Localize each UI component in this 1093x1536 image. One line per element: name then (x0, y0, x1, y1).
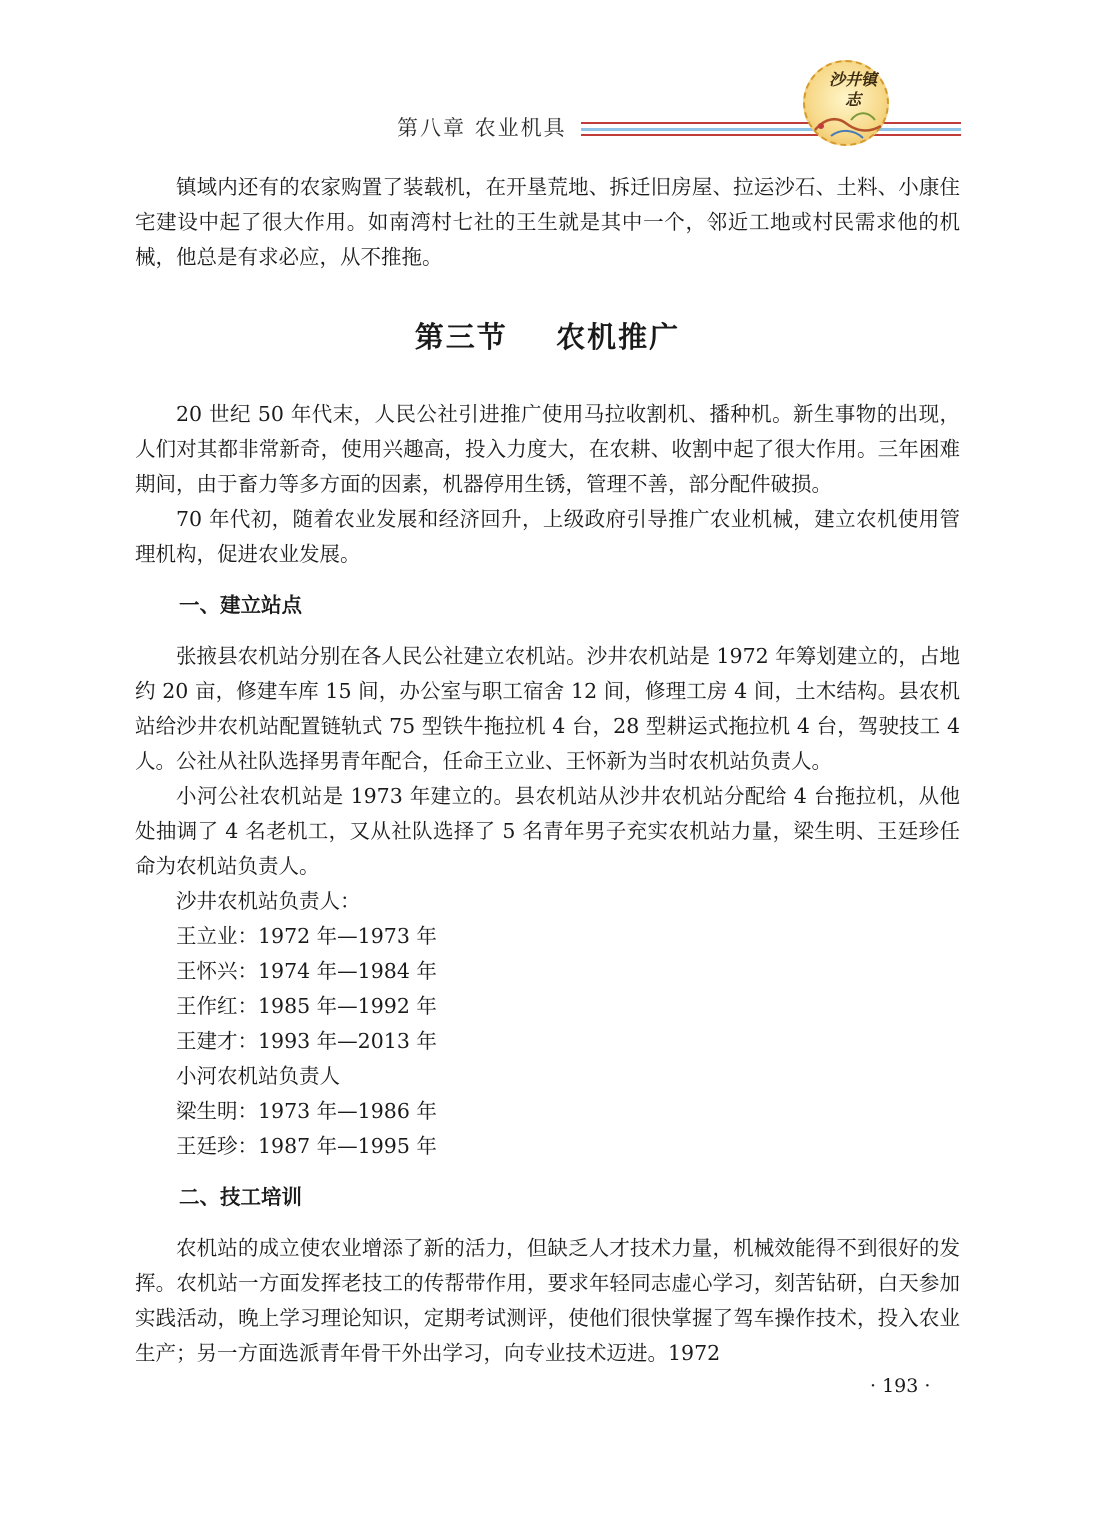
list-line: 王作红：1985 年—1992 年 (176, 994, 437, 1018)
page-header (135, 60, 960, 160)
subsection-paragraph: 农机站的成立使农业增添了新的活力，但缺乏人才技术力量，机械效能得不到很好的发挥。农机站一方面发挥老技工的传帮带作用，要求年轻同志虚心学习，刻苦钻研，白天参加实践活动，晚上学习理论知识，定期考试测评，使他们很快掌握了驾车操作技术，投入农业生产；另一方面选派青年骨干外出学习，向专业技术迈进。1972 (135, 1236, 960, 1365)
seal-text: 沙井镇志 (828, 70, 877, 109)
list-line: 王怀兴：1974 年—1984 年 (176, 959, 437, 983)
section-title: 第三节 农机推广 (414, 320, 681, 354)
subsection-paragraph: 张掖县农机站分别在各人民公社建立农机站。沙井农机站是 1972 年筹划建立的，占地约 20 亩，修建车库 15 间，办公室与职工宿舍 12 间，修理工房 4 间，土木结构。县农机站给沙井农机站配置链轨式 75 型铁牛拖拉机 4 台，28 型耕运式拖拉机 4 台，驾驶技工 4 人。公社从社队选择男青年配合，任命王立业、王怀新为当时农机站负责人。 (135, 644, 960, 773)
subsection-title-training: 二、技工培训 (179, 1185, 302, 1209)
list-line: 梁生明：1973 年—1986 年 (176, 1099, 437, 1123)
header-rule-red-top (581, 122, 961, 124)
header-rule-blue (581, 128, 961, 131)
list-line: 小河农机站负责人 (176, 1064, 340, 1088)
page-body (135, 170, 960, 1371)
list-line: 沙井农机站负责人： (176, 889, 361, 913)
section-paragraph: 20 世纪 50 年代末，人民公社引进推广使用马拉收割机、播种机。新生事物的出现，人们对其都非常新奇，使用兴趣高，投入力度大，在农耕、收割中起了很大作用。三年困难期间，由于畜力等多方面的因素，机器停用生锈，管理不善，部分配件破损。 (135, 402, 960, 496)
page-number: · 193 · (870, 1375, 931, 1397)
header-rule-red-bottom (581, 134, 961, 136)
phoenix-ornament-icon (811, 100, 885, 144)
chapter-title: 第八章 农业机具 (397, 116, 567, 140)
list-line: 王廷珍：1987 年—1995 年 (176, 1134, 437, 1158)
subsection-title-stations: 一、建立站点 (179, 593, 302, 617)
town-gazetteer-seal (803, 60, 889, 146)
list-line: 王立业：1972 年—1973 年 (176, 924, 437, 948)
section-paragraph: 70 年代初，随着农业发展和经济回升，上级政府引导推广农业机械，建立农机使用管理机构，促进农业发展。 (135, 507, 960, 566)
list-line: 王建才：1993 年—2013 年 (176, 1029, 437, 1053)
subsection-paragraph: 小河公社农机站是 1973 年建立的。县农机站从沙井农机站分配给 4 台拖拉机，从他处抽调了 4 名老机工，又从社队选择了 5 名青年男子充实农机站力量，梁生明、王廷珍任命为农机站负责人。 (135, 784, 960, 878)
intro-paragraph: 镇域内还有的农家购置了装载机，在开垦荒地、拆迁旧房屋、拉运沙石、土料、小康住宅建设中起了很大作用。如南湾村七社的王生就是其中一个，邻近工地或村民需求他的机械，他总是有求必应，从不推拖。 (135, 175, 960, 269)
